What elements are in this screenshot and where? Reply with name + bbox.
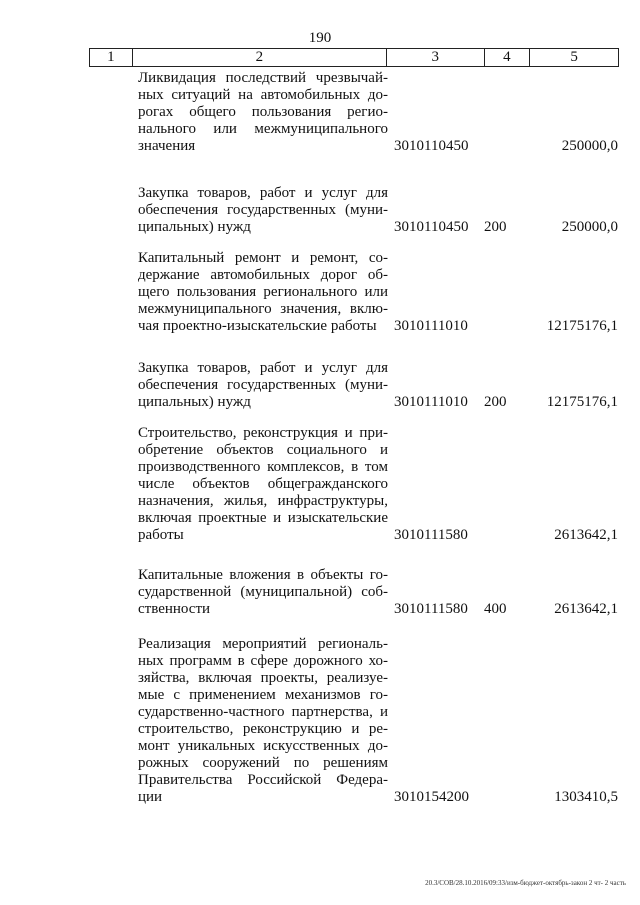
header-col-4: 4 [485, 49, 531, 66]
row-amount: 12175176,1 [546, 394, 618, 410]
description-line: Капитальные вложения в объекты го- [138, 567, 388, 583]
description-line: значения [138, 138, 196, 154]
description-line: назначения, жилья, инфраструктуры, [138, 493, 388, 509]
row-code: 3010111010 [394, 318, 468, 334]
description-line: сударственно-частного партнерства, и [138, 704, 388, 720]
document-footer-id: 20.3/СОВ/28.10.2016/09:33/изм-бюджет-октябрь-закон 2 чт- 2 часть [425, 879, 626, 887]
description-line: рожных сооружений по решениям [138, 755, 388, 771]
row-description [138, 636, 388, 806]
row-description [138, 425, 388, 544]
description-line: ции [138, 789, 163, 805]
description-line: ных ситуаций на автомобильных до- [138, 87, 388, 103]
description-line: держание автомобильных дорог об- [138, 267, 388, 283]
page-number: 190 [308, 30, 332, 46]
description-line: сударственной (муниципальной) соб- [138, 584, 388, 600]
row-amount: 2613642,1 [554, 527, 618, 543]
header-col-3: 3 [387, 49, 485, 66]
row-amount: 1303410,5 [554, 789, 618, 805]
description-line: Капитальный ремонт и ремонт, со- [138, 250, 388, 266]
table-row [138, 425, 618, 544]
description-line: ных программ в сфере дорожного хо- [138, 653, 388, 669]
description-line: ципальных) нужд [138, 219, 251, 235]
description-line: обеспечения государственных (муни- [138, 377, 388, 393]
header-col-1: 1 [90, 49, 133, 66]
description-line: строительство, реконструкцию и ре- [138, 721, 388, 737]
description-line: обретение объектов социального и [138, 442, 388, 458]
description-line: Закупка товаров, работ и услуг для [138, 185, 388, 201]
row-expense-type: 200 [484, 394, 507, 410]
description-line: числе объектов общегражданского [138, 476, 388, 492]
row-description [138, 567, 388, 618]
description-line: монт уникальных искусственных до- [138, 738, 388, 754]
row-code: 3010111580 [394, 601, 468, 617]
header-col-5: 5 [570, 49, 578, 65]
description-line: Правительства Российской Федера- [138, 772, 388, 788]
row-description [138, 70, 388, 155]
row-amount: 2613642,1 [554, 601, 618, 617]
description-line: зяйства, включая проекты, реализуе- [138, 670, 388, 686]
description-line: работы [138, 527, 184, 543]
row-code: 3010111580 [394, 527, 468, 543]
description-line: Ликвидация последствий чрезвычай- [138, 70, 388, 86]
description-line: включая проектные и изыскательские [138, 510, 388, 526]
description-line: производственного комплексов, в том [138, 459, 388, 475]
header-col-2: 2 [133, 49, 387, 66]
description-line: ципальных) нужд [138, 394, 251, 410]
description-line: мые с применением механизмов го- [138, 687, 388, 703]
row-amount: 250000,0 [561, 138, 618, 154]
description-line: рогах общего пользования регио- [138, 104, 388, 120]
table-row [138, 185, 618, 236]
description-line: нального или межмуниципального [138, 121, 388, 137]
row-expense-type: 200 [484, 219, 507, 235]
description-line: Закупка товаров, работ и услуг для [138, 360, 388, 376]
row-amount: 12175176,1 [546, 318, 618, 334]
description-line: щего пользования регионального или [138, 284, 388, 300]
description-line: Строительство, реконструкция и при- [138, 425, 388, 441]
table-row [138, 70, 618, 155]
row-code: 3010110450 [394, 219, 469, 235]
description-line: ственности [138, 601, 211, 617]
table-row [138, 360, 618, 411]
table-row [138, 567, 618, 618]
description-line: обеспечения государственных (муни- [138, 202, 388, 218]
description-line: Реализация мероприятий региональ- [138, 636, 388, 652]
row-description [138, 360, 388, 411]
row-amount: 250000,0 [561, 219, 618, 235]
row-code: 3010154200 [394, 789, 469, 805]
description-line: чая проектно-изыскательские работы [138, 318, 377, 334]
row-expense-type: 400 [484, 601, 507, 617]
row-code: 3010110450 [394, 138, 469, 154]
table-header-row [89, 48, 619, 67]
row-description [138, 250, 388, 335]
table-row [138, 250, 618, 335]
row-description [138, 185, 388, 236]
row-code: 3010111010 [394, 394, 468, 410]
description-line: межмуниципального значения, вклю- [138, 301, 388, 317]
table-row [138, 636, 618, 806]
